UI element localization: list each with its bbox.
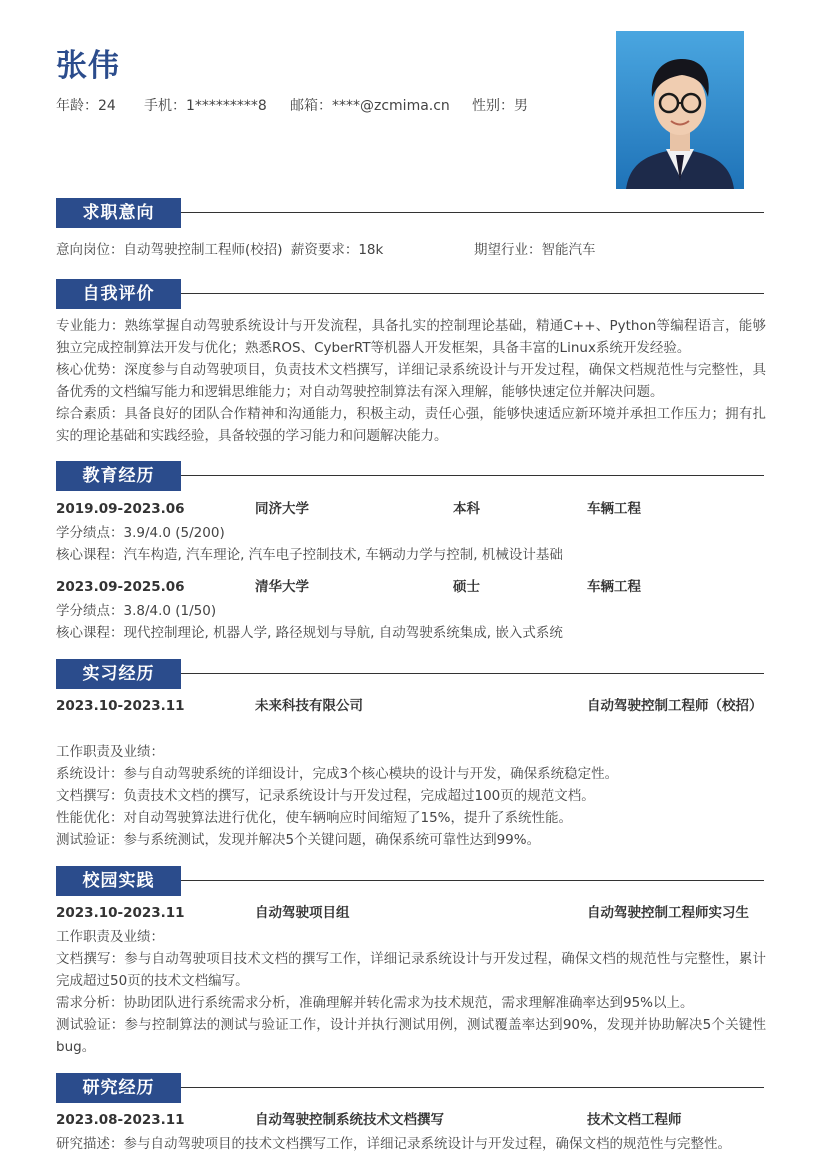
edu-courses: 核心课程：汽车构造, 汽车理论, 汽车电子控制技术, 车辆动力学与控制, 机械设计基础	[56, 547, 563, 563]
section-title: 求职意向	[56, 198, 181, 228]
campus-duty-title: 工作职责及业绩：	[56, 929, 164, 945]
edu-major: 车辆工程	[587, 501, 641, 517]
divider	[181, 475, 764, 476]
intern-duty: 系统设计：参与自动驾驶系统的详细设计，完成3个核心模块的设计与开发，确保系统稳定性。	[56, 766, 619, 782]
section-title: 教育经历	[56, 461, 181, 491]
campus-org: 自动驾驶项目组	[255, 905, 350, 921]
intent-row	[56, 239, 764, 261]
edu-gpa: 学分绩点：3.8/4.0 (1/50)	[56, 603, 217, 619]
age: 年龄：24	[56, 98, 116, 114]
divider	[181, 880, 764, 881]
campus-role: 自动驾驶控制工程师实习生	[587, 905, 749, 921]
campus-period: 2023.10-2023.11	[56, 905, 185, 921]
campus-duty: 文档撰写：参与自动驾驶项目技术文档的撰写工作，详细记录系统设计与开发过程，确保文档的规范性与完整性，累计完成超过50页的技术文档编写。	[56, 951, 766, 989]
edu-school: 清华大学	[255, 579, 309, 595]
section-title: 校园实践	[56, 866, 181, 896]
section-self-evaluation	[56, 279, 764, 309]
research-period: 2023.08-2023.11	[56, 1112, 185, 1128]
intern-duty: 测试验证：参与系统测试，发现并解决5个关键问题，确保系统可靠性达到99%。	[56, 832, 541, 848]
research-role: 技术文档工程师	[587, 1112, 682, 1128]
education-row	[56, 576, 764, 598]
intern-duty: 性能优化：对自动驾驶算法进行优化，使车辆响应时间缩短了15%，提升了系统性能。	[56, 810, 573, 826]
profile-photo	[616, 31, 744, 189]
section-campus	[56, 866, 764, 896]
section-internship	[56, 659, 764, 689]
basic-info	[56, 95, 528, 115]
divider	[181, 212, 764, 213]
intern-duty-title: 工作职责及业绩：	[56, 744, 164, 760]
research-row	[56, 1109, 764, 1131]
research-project: 自动驾驶控制系统技术文档撰写	[255, 1112, 444, 1128]
candidate-name: 张伟	[56, 48, 120, 84]
self-eval-professional: 专业能力：熟练掌握自动驾驶系统设计与开发流程，具备扎实的控制理论基础，精通C++、Python等编程语言，能够独立完成控制算法开发与优化；熟悉ROS、CyberRT等机器人开发框架，具备丰富的Linux系统开发经验。	[56, 318, 766, 356]
section-title: 实习经历	[56, 659, 181, 689]
intern-role: 自动驾驶控制工程师（校招）	[587, 698, 763, 714]
divider	[181, 673, 764, 674]
edu-degree: 硕士	[453, 579, 480, 595]
intent-industry: 期望行业：智能汽车	[474, 242, 596, 258]
edu-period: 2023.09-2025.06	[56, 579, 185, 595]
divider	[181, 293, 764, 294]
edu-school: 同济大学	[255, 501, 309, 517]
gender: 性别：男	[472, 98, 528, 114]
section-education	[56, 461, 764, 491]
campus-row	[56, 902, 764, 924]
intent-position: 意向岗位：自动驾驶控制工程师(校招)	[56, 242, 283, 258]
campus-duty: 测试验证：参与控制算法的测试与验证工作，设计并执行测试用例，测试覆盖率达到90%，发现并协助解决5个关键性bug。	[56, 1017, 766, 1055]
edu-major: 车辆工程	[587, 579, 641, 595]
internship-row	[56, 695, 764, 739]
edu-period: 2019.09-2023.06	[56, 501, 185, 517]
intern-company: 未来科技有限公司	[255, 698, 363, 714]
campus-duty: 需求分析：协助团队进行系统需求分析，准确理解并转化需求为技术规范，需求理解准确率达到95%以上。	[56, 995, 694, 1011]
research-description: 研究描述：参与自动驾驶项目的技术文档撰写工作，详细记录系统设计与开发过程，确保文档的规范性与完整性。	[56, 1136, 731, 1152]
divider	[181, 1087, 764, 1088]
intent-salary: 薪资要求：18k	[290, 242, 384, 258]
edu-courses: 核心课程：现代控制理论, 机器人学, 路径规划与导航, 自动驾驶系统集成, 嵌入式系统	[56, 625, 563, 641]
section-research	[56, 1073, 764, 1103]
email: 邮箱：****@zcmima.cn	[290, 98, 450, 114]
intern-duty: 文档撰写：负责技术文档的撰写，记录系统设计与开发过程，完成超过100页的规范文档。	[56, 788, 595, 804]
section-title: 自我评价	[56, 279, 181, 309]
education-row	[56, 498, 764, 520]
self-eval-strength: 核心优势：深度参与自动驾驶项目，负责技术文档撰写，详细记录系统设计与开发过程，确保文档规范性与完整性，具备优秀的文档编写能力和逻辑思维能力；对自动驾驶控制算法有深入理解，能够快速定位并解决问题。	[56, 362, 766, 400]
edu-gpa: 学分绩点：3.9/4.0 (5/200)	[56, 525, 225, 541]
edu-degree: 本科	[453, 501, 480, 517]
phone: 手机：1*********8	[144, 98, 267, 114]
section-intent	[56, 198, 764, 228]
intern-period: 2023.10-2023.11	[56, 698, 185, 714]
section-title: 研究经历	[56, 1073, 181, 1103]
self-eval-quality: 综合素质：具备良好的团队合作精神和沟通能力，积极主动，责任心强，能够快速适应新环境并承担工作压力；拥有扎实的理论基础和实践经验，具备较强的学习能力和问题解决能力。	[56, 406, 766, 444]
